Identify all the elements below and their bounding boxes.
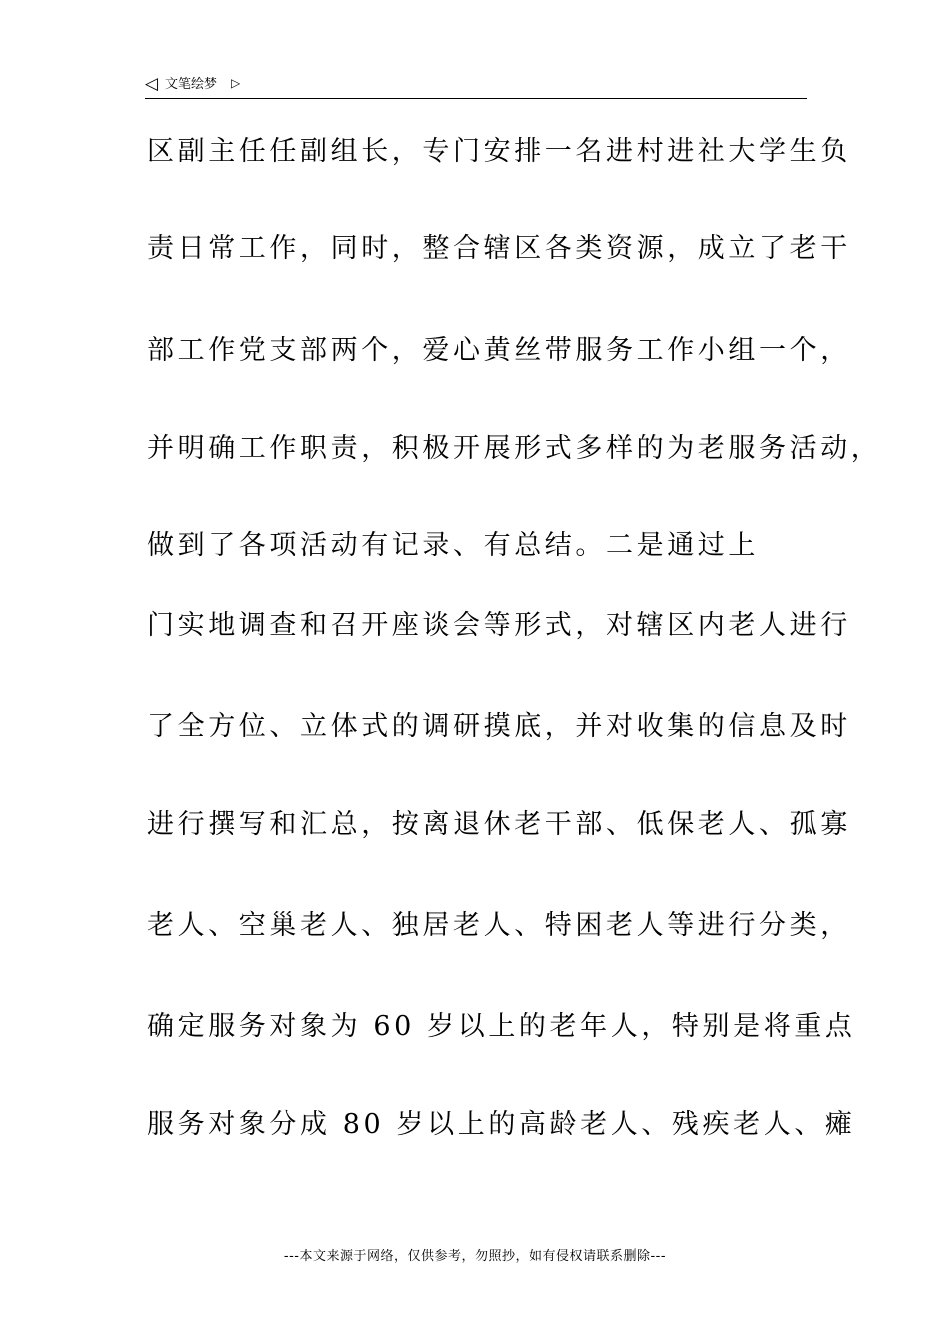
body-line-10: 确定服务对象为 60 岁以上的老年人，特别是将重点 xyxy=(147,1011,856,1042)
body-line-5: 做到了各项活动有记录、有总结。二是通过上 xyxy=(147,530,759,561)
body-line-8: 进行撰写和汇总，按离退休老干部、低保老人、孤寡 xyxy=(147,809,851,840)
footer-disclaimer: ---本文来源于网络，仅供参考，勿照抄，如有侵权请联系删除--- xyxy=(283,1249,667,1264)
header-brand-text: 文笔绘梦 xyxy=(165,77,218,92)
body-line-9: 老人、空巢老人、独居老人、特困老人等进行分类， xyxy=(147,910,851,941)
page-header xyxy=(145,72,807,99)
body-line-7: 了全方位、立体式的调研摸底，并对收集的信息及时 xyxy=(147,711,851,742)
body-line-11: 服务对象分成 80 岁以上的高龄老人、残疾老人、瘫 xyxy=(147,1109,856,1140)
body-line-6: 门实地调查和召开座谈会等形式，对辖区内老人进行 xyxy=(147,610,851,641)
body-line-3: 部工作党支部两个，爱心黄丝带服务工作小组一个， xyxy=(147,335,851,366)
left-triangle-icon: ◁ xyxy=(145,74,159,94)
right-triangle-icon: ▷ xyxy=(231,76,241,90)
body-line-1: 区副主任任副组长，专门安排一名进村进社大学生负 xyxy=(147,136,851,167)
body-line-2: 责日常工作，同时，整合辖区各类资源，成立了老干 xyxy=(147,233,851,264)
body-line-4: 并明确工作职责，积极开展形式多样的为老服务活动， xyxy=(147,433,882,464)
